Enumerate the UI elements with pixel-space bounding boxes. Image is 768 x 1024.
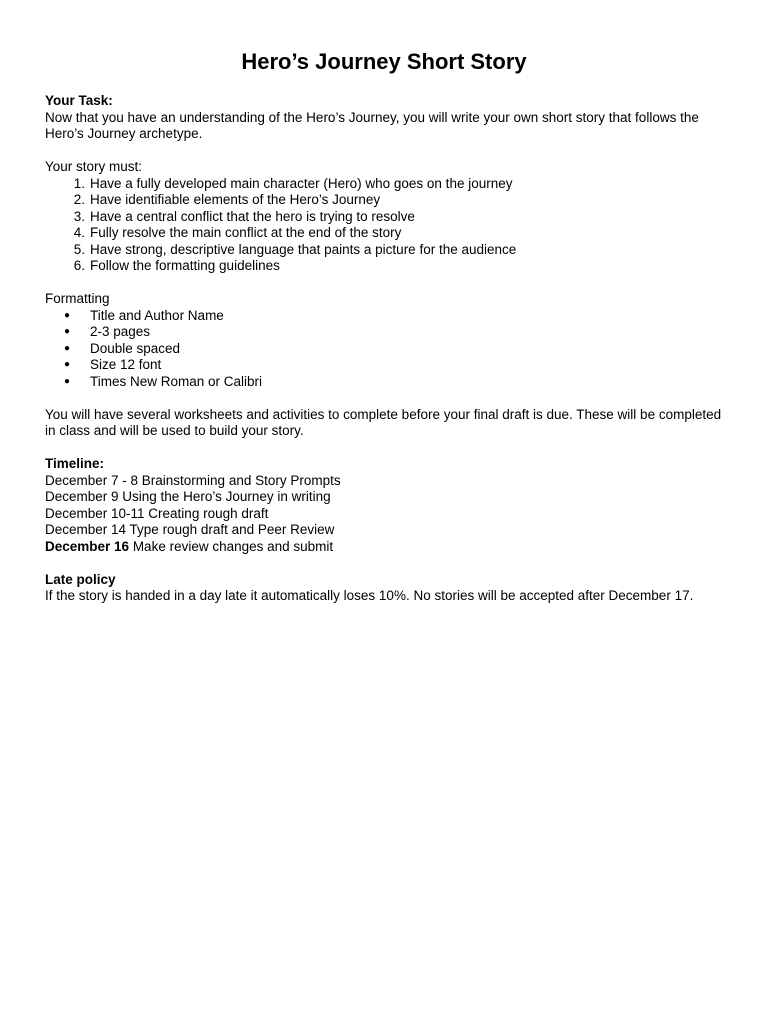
list-item-text: Have a central conflict that the hero is trying to resolve	[90, 208, 415, 224]
list-number: 1.	[73, 175, 85, 191]
timeline-text: December 14 Type rough draft and Peer Review	[45, 522, 335, 537]
list-item	[73, 258, 723, 275]
list-item-text: Fully resolve the main conflict at the end of the story	[90, 225, 402, 240]
timeline-heading: Timeline:	[45, 456, 105, 471]
bullet-icon: ●	[64, 359, 71, 370]
list-item	[73, 175, 723, 193]
list-item	[73, 192, 723, 209]
late-policy-text: If the story is handed in a day late it automatically loses 10%. No stories will be accepted after December 17.	[45, 588, 694, 603]
list-item-text: Size 12 font	[90, 357, 162, 372]
list-item	[64, 324, 723, 341]
timeline-entry	[45, 506, 723, 523]
task-section	[45, 93, 723, 143]
bullet-icon: ●	[64, 342, 71, 354]
timeline-text: December 7 - 8 Brainstorming and Story Prompts	[45, 472, 341, 488]
list-item-text: 2-3 pages	[90, 324, 151, 339]
timeline-text: December 10-11 Creating rough draft	[45, 505, 269, 521]
list-item-text: Have a fully developed main character (Hero) who goes on the journey	[90, 175, 513, 191]
requirements-section	[45, 159, 723, 275]
list-item-text: Times New Roman or Calibri	[90, 373, 263, 389]
list-number: 6.	[73, 258, 85, 273]
list-item-text: Have strong, descriptive language that paints a picture for the audience	[90, 241, 517, 257]
list-item	[64, 373, 723, 391]
formatting-section	[45, 291, 723, 390]
late-policy-heading: Late policy	[45, 571, 116, 587]
bullet-icon: ●	[64, 375, 71, 387]
timeline-date: December 16	[45, 538, 130, 554]
list-item	[64, 307, 723, 325]
list-item-text: Title and Author Name	[90, 307, 224, 323]
task-heading: Your Task:	[45, 93, 113, 108]
formatting-list	[45, 308, 723, 391]
list-number: 2.	[73, 192, 85, 207]
late-policy-section	[45, 572, 723, 605]
bullet-icon: ●	[64, 326, 71, 337]
list-item-text: Have identifiable elements of the Hero’s Journey	[90, 192, 381, 207]
timeline-entry	[45, 489, 723, 506]
list-number: 4.	[73, 225, 85, 240]
requirements-intro: Your story must:	[45, 159, 143, 174]
timeline-section	[45, 456, 723, 555]
list-item	[73, 225, 723, 242]
list-number: 3.	[73, 208, 85, 224]
list-item	[73, 208, 723, 226]
list-item	[73, 241, 723, 259]
bullet-icon: ●	[64, 309, 71, 321]
timeline-text: Make review changes and submit	[129, 538, 334, 554]
formatting-heading: Formatting	[45, 291, 110, 306]
task-text: Now that you have an understanding of the Hero’s Journey, you will write your own short story that follows the Hero’s Journey archetype.	[45, 109, 699, 141]
list-number: 5.	[73, 241, 85, 257]
worksheets-note: You will have several worksheets and activities to complete before your final draft is due. These will be completed in class and will be used to build your story.	[45, 406, 722, 438]
timeline-entry	[45, 539, 723, 556]
timeline-entry	[45, 522, 723, 539]
list-item-text: Double spaced	[90, 340, 181, 356]
timeline-entry	[45, 473, 723, 490]
document-title: Hero’s Journey Short Story	[241, 49, 527, 74]
list-item	[64, 340, 723, 358]
list-item-text: Follow the formatting guidelines	[90, 258, 280, 273]
requirements-list	[45, 176, 723, 275]
list-item	[64, 357, 723, 374]
timeline-text: December 9 Using the Hero’s Journey in writing	[45, 489, 331, 504]
